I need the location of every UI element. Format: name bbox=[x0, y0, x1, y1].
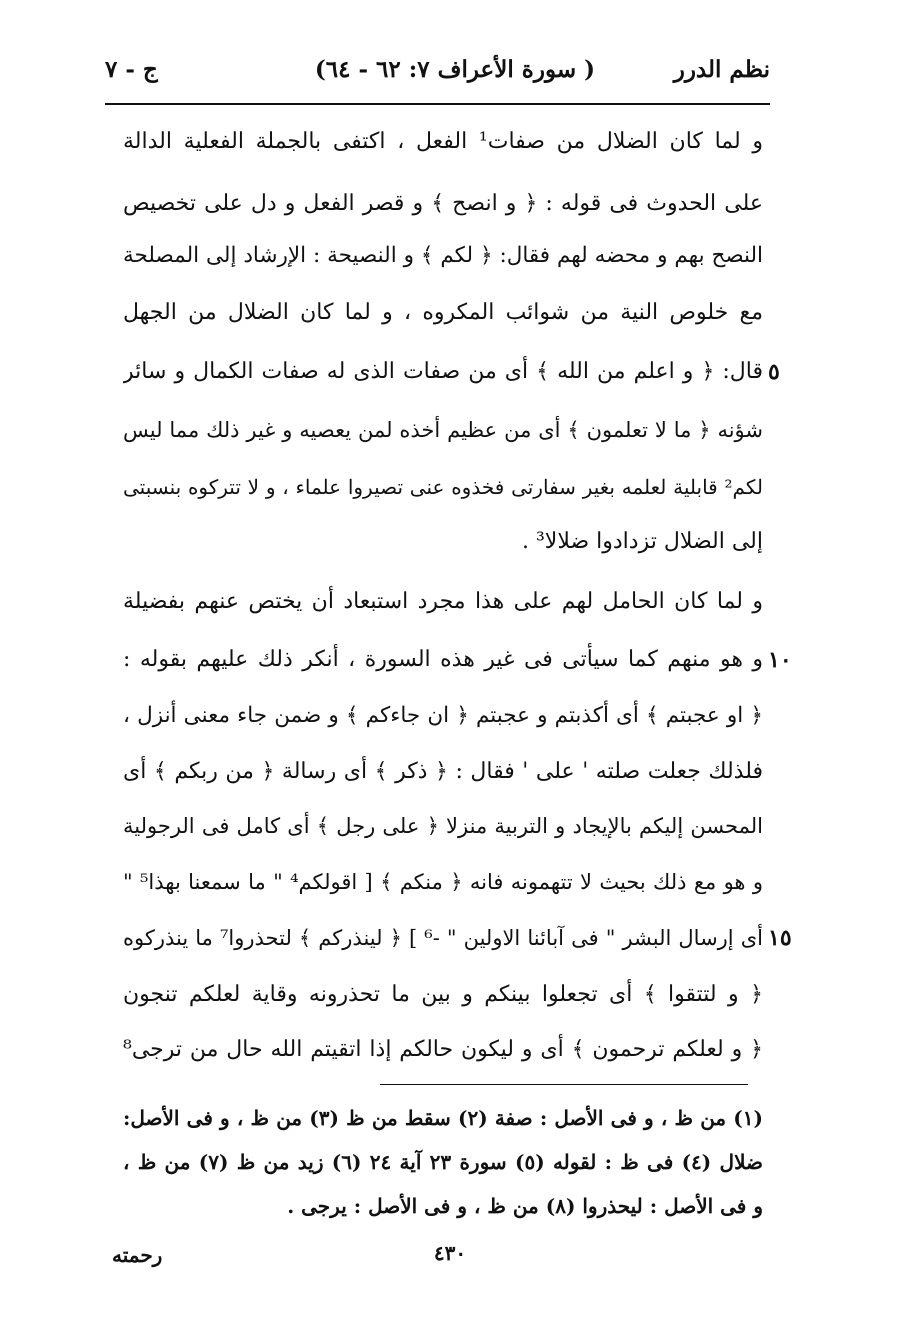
footnote-line: ضلال (٤) فى ظ : لقوله (٥) سورة ٢٣ آية ٢٤ (٦) زيد من ظ (٧) من ظ ، bbox=[123, 1150, 763, 1174]
line-number-5: ٥ bbox=[768, 359, 780, 385]
text-line: و هو مع ذلك بحيث لا تتهمونه فانه ﴿ منكم ﴾ [ اقولكم⁴ " ما سمعنا بهذا⁵ " bbox=[123, 870, 763, 894]
line-number-15: ١٥ bbox=[768, 925, 792, 951]
page-number: ٤٣٠ bbox=[433, 1241, 467, 1265]
text-line: مع خلوص النية من شوائب المكروه ، و لما كان الضلال من الجهل bbox=[123, 300, 763, 325]
text-line: و لما كان الحامل لهم على هذا مجرد استبعاد أن يختص عنهم بفضيلة bbox=[123, 589, 763, 614]
text-line: ﴿ و لعلكم ترحمون ﴾ أى و ليكون حالكم إذا اتقيتم الله حال من ترجى⁸ bbox=[123, 1037, 763, 1062]
line-number-10: ١٠ bbox=[768, 647, 792, 673]
catchword: رحمته bbox=[112, 1243, 163, 1267]
text-line: قال: ﴿ و اعلم من الله ﴾ أى من صفات الذى له صفات الكمال و سائر bbox=[123, 359, 763, 384]
text-line: شؤنه ﴿ ما لا تعلمون ﴾ أى من عظيم أخذه لمن يعصيه و غير ذلك مما ليس bbox=[123, 418, 763, 442]
text-line: النصح بهم و محضه لهم فقال: ﴿ لكم ﴾ و النصيحة : الإرشاد إلى المصلحة bbox=[123, 243, 763, 268]
footnote-line: و فى الأصل : ليحذروا (٨) من ظ ، و فى الأصل : يرجى . bbox=[287, 1194, 763, 1218]
footnote-line: (١) من ظ ، و فى الأصل : صفة (٢) سقط من ظ (٣) من ظ ، و فى الأصل: bbox=[123, 1106, 763, 1130]
page-header bbox=[105, 52, 770, 96]
volume-label: ج - ٧ bbox=[105, 56, 158, 83]
book-title: نظم الدرر bbox=[673, 56, 770, 83]
text-line: ﴿ او عجبتم ﴾ أى أكذبتم و عجبتم ﴿ ان جاءكم ﴾ و ضمن جاء معنى أنزل ، bbox=[123, 703, 763, 728]
header-divider bbox=[105, 103, 770, 105]
text-line: فلذلك جعلت صلته ' على ' فقال : ﴿ ذكر ﴾ أى رسالة ﴿ من ربكم ﴾ أى bbox=[123, 759, 763, 784]
text-line: أى إرسال البشر " فى آبائنا الاولين " -⁶ ] ﴿ لينذركم ﴾ لتحذروا⁷ ما ينذركوه bbox=[123, 926, 763, 950]
text-line: و لما كان الضلال من صفات¹ الفعل ، اكتفى بالجملة الفعلية الدالة bbox=[123, 129, 763, 154]
text-line: على الحدوث فى قوله : ﴿ و انصح ﴾ و قصر الفعل و دل على تخصيص bbox=[123, 191, 763, 216]
text-line: و هو منهم كما سيأتى فى غير هذه السورة ، أنكر ذلك عليهم بقوله : bbox=[123, 647, 763, 672]
text-line: ﴿ و لتتقوا ﴾ أى تجعلوا بينكم و بين ما تحذرونه وقاية لعلكم تنجون bbox=[123, 982, 763, 1007]
footnote-divider bbox=[380, 1084, 748, 1085]
text-line: إلى الضلال تزدادوا ضلالا³ . bbox=[521, 529, 763, 554]
text-line: لكم² قابلية لعلمه بغير سفارتى فخذوه عنى تصيروا علماء ، و لا تتركوه بنسبتى bbox=[123, 475, 763, 499]
surah-reference: ( سورة الأعراف ٧: ٦٢ - ٦٤) bbox=[314, 56, 595, 83]
text-line: المحسن إليكم بالإيجاد و التربية منزلا ﴿ على رجل ﴾ أى كامل فى الرجولية bbox=[123, 814, 763, 838]
